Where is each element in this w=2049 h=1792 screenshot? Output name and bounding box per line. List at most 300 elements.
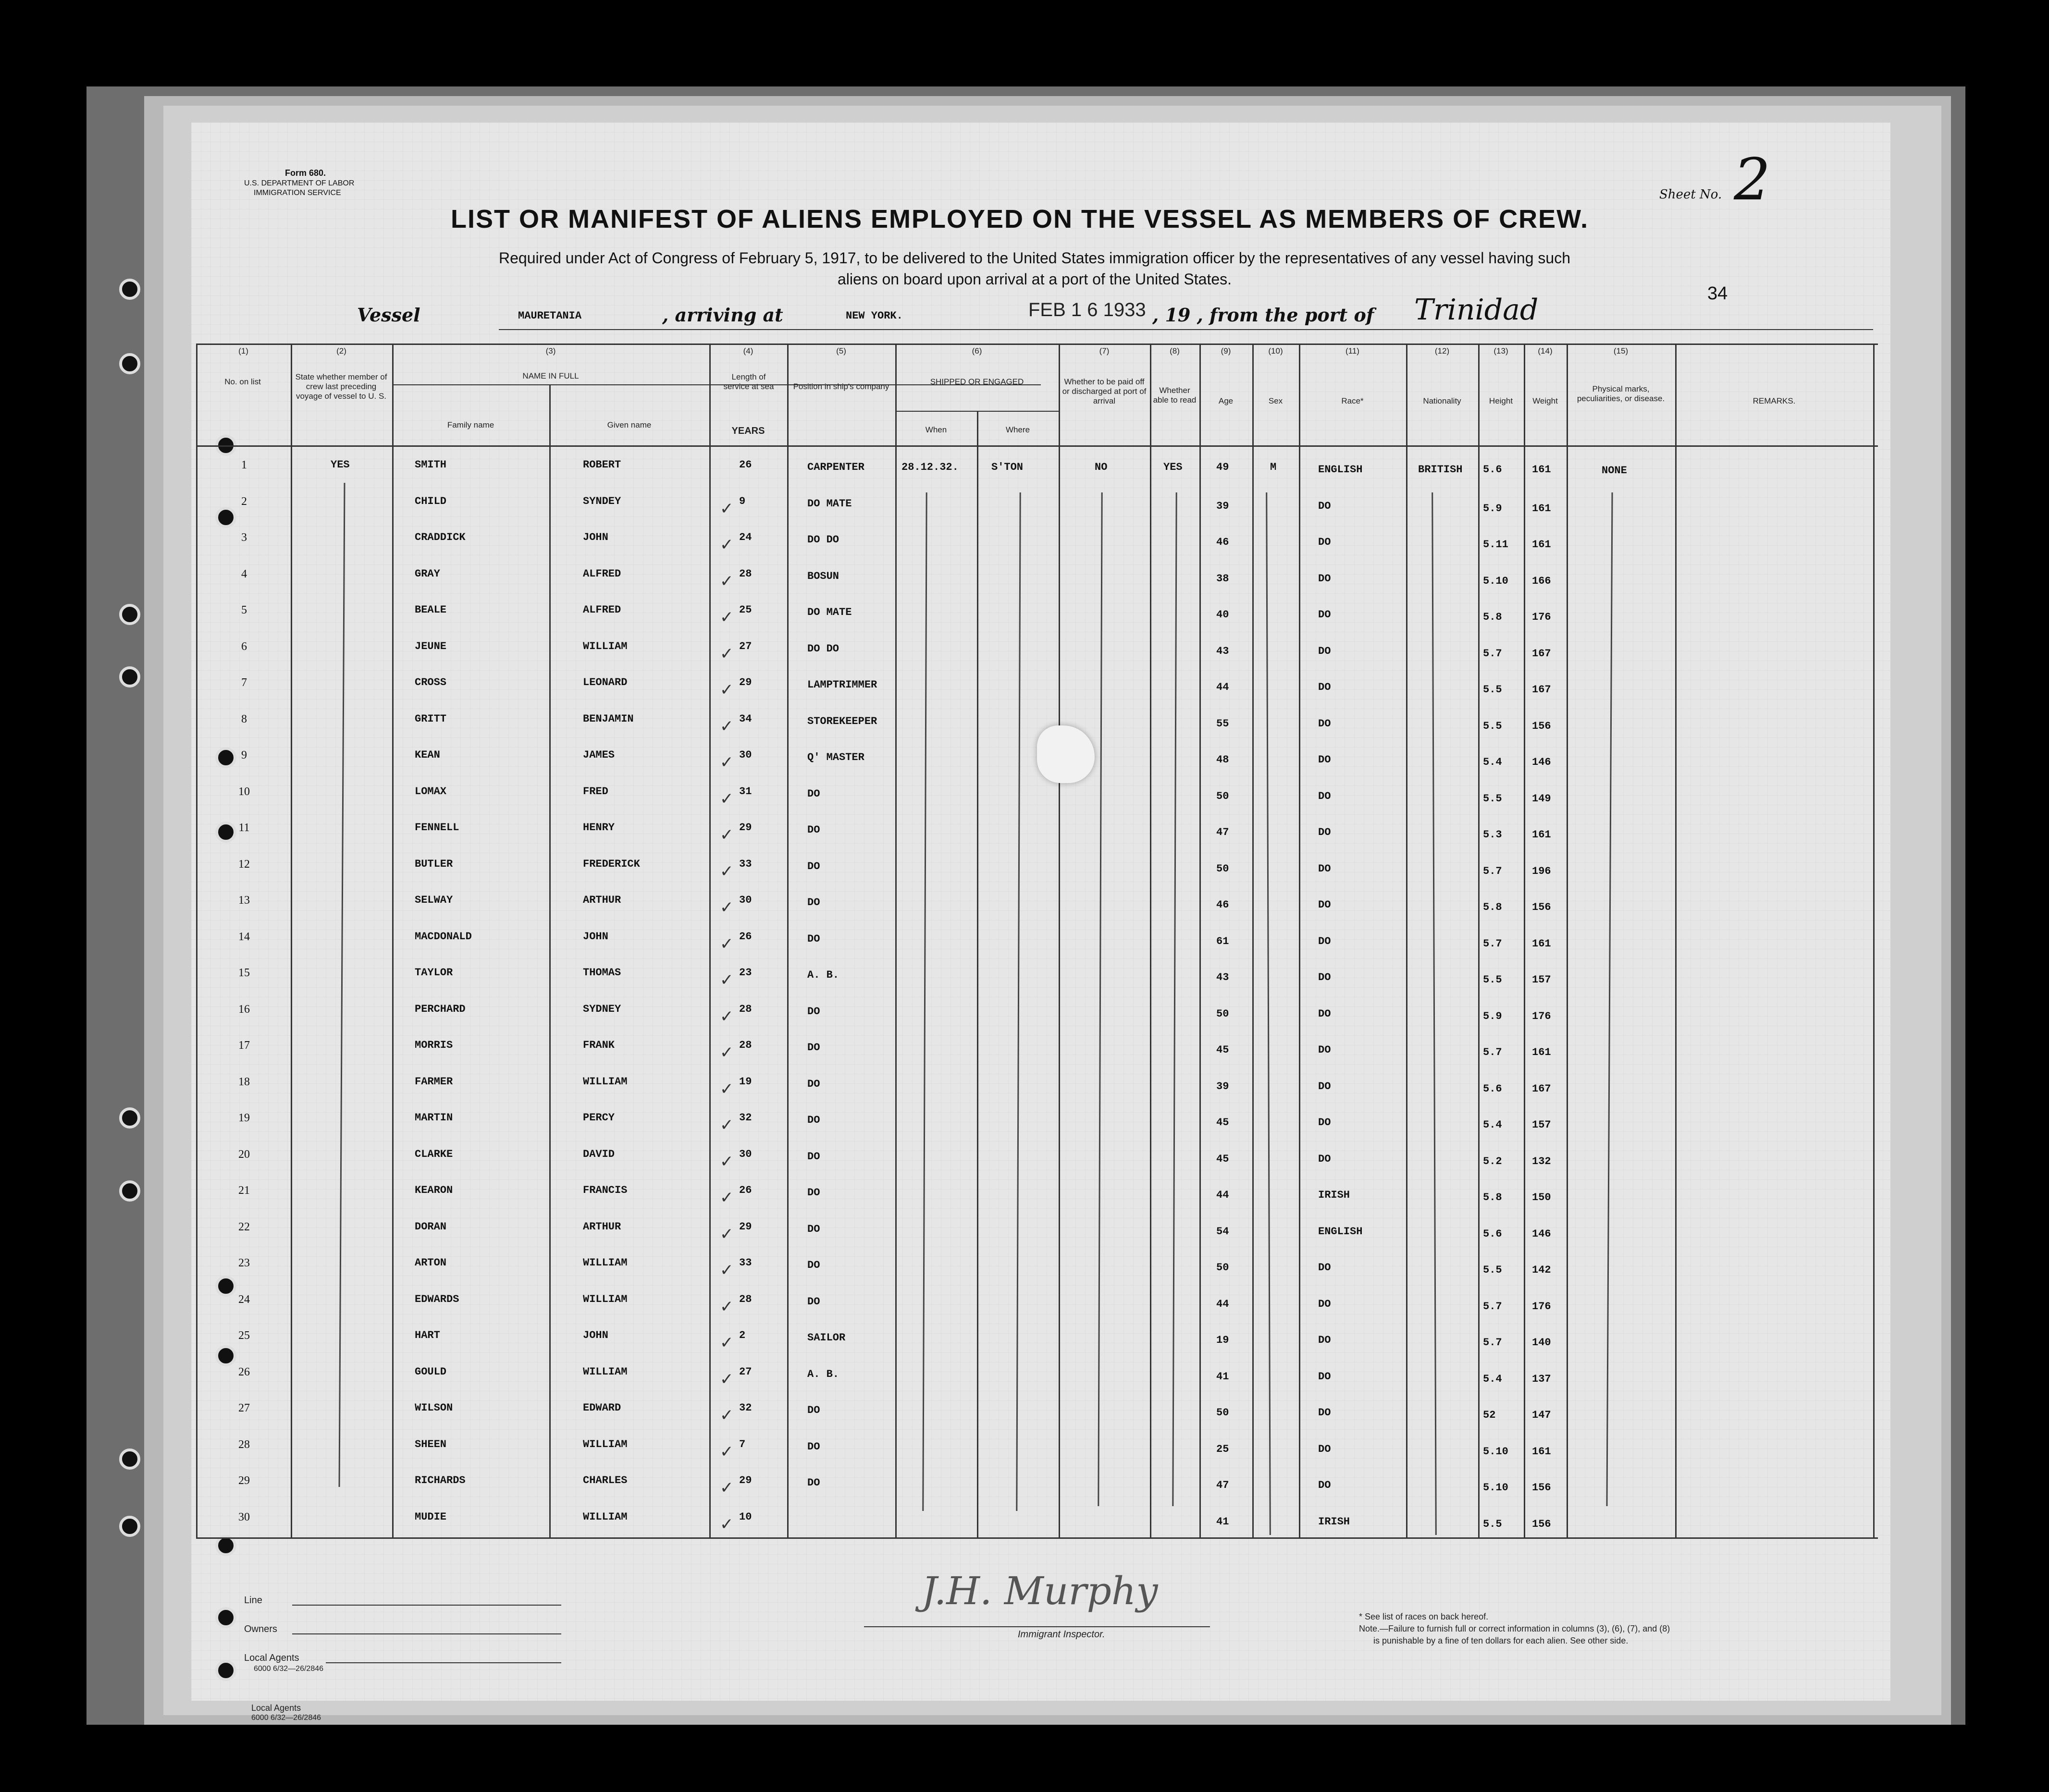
family-name: ARTON bbox=[415, 1257, 447, 1269]
punch-hole bbox=[119, 279, 140, 300]
position-value: SAILOR bbox=[807, 1332, 846, 1344]
age-value: 50 bbox=[1216, 1262, 1229, 1274]
hdr-length-service: Length of service at sea bbox=[723, 372, 774, 391]
hdr-able-read: Whether able to read bbox=[1153, 386, 1197, 405]
check-mark-icon: ✓ bbox=[720, 680, 734, 700]
height-value: 5.8 bbox=[1483, 1191, 1502, 1203]
height-value: 5.9 bbox=[1483, 1010, 1502, 1022]
table-row bbox=[191, 1511, 1873, 1547]
punch-hole bbox=[119, 353, 140, 374]
family-name: WILSON bbox=[415, 1402, 453, 1414]
given-name: FREDERICK bbox=[583, 858, 640, 870]
col-num-2: (2) bbox=[336, 346, 346, 356]
manifest-sheet bbox=[191, 123, 1890, 1722]
race-value: DO bbox=[1318, 1044, 1331, 1056]
hdr-remarks: REMARKS. bbox=[1753, 396, 1796, 405]
punch-hole bbox=[119, 1516, 140, 1537]
table-row bbox=[191, 931, 1873, 966]
position-value: DO DO bbox=[807, 642, 839, 655]
table-row bbox=[191, 786, 1873, 821]
position-value: DO bbox=[807, 1042, 820, 1054]
position-value: DO bbox=[807, 787, 820, 800]
height-value: 5.5 bbox=[1483, 1518, 1502, 1530]
age-value: 45 bbox=[1216, 1044, 1229, 1056]
hdr-given-name: Given name bbox=[607, 420, 652, 430]
from-port: Trinidad bbox=[1414, 293, 1539, 327]
check-mark-icon: ✓ bbox=[720, 753, 734, 772]
age-value: 40 bbox=[1216, 609, 1229, 621]
check-mark-icon: ✓ bbox=[720, 499, 734, 518]
weight-value: 146 bbox=[1532, 756, 1551, 768]
given-name: WILLIAM bbox=[583, 1257, 628, 1269]
row-number: 25 bbox=[238, 1329, 250, 1342]
sex-value: M bbox=[1270, 461, 1277, 473]
row-number: 9 bbox=[241, 749, 247, 761]
position-value: DO bbox=[807, 1404, 820, 1416]
weight-value: 167 bbox=[1532, 684, 1551, 696]
length-value: 30 bbox=[739, 749, 752, 761]
col-num-9: (9) bbox=[1221, 346, 1231, 356]
age-value: 46 bbox=[1216, 536, 1229, 548]
shipped-where: S'TON bbox=[991, 461, 1024, 473]
weight-value: 161 bbox=[1532, 829, 1551, 841]
vessel-underline bbox=[499, 329, 1873, 330]
race-value: DO bbox=[1318, 790, 1331, 802]
hdr-when: When bbox=[925, 425, 947, 434]
height-value: 5.8 bbox=[1483, 901, 1502, 913]
family-name: SHEEN bbox=[415, 1438, 447, 1450]
table-row bbox=[191, 1474, 1873, 1510]
age-value: 41 bbox=[1216, 1515, 1229, 1528]
weight-value: 166 bbox=[1532, 575, 1551, 587]
weight-value: 161 bbox=[1532, 539, 1551, 551]
height-value: 52 bbox=[1483, 1409, 1496, 1421]
given-name: ALFRED bbox=[583, 604, 621, 616]
race-value: ENGLISH bbox=[1318, 1225, 1363, 1238]
height-value: 5.3 bbox=[1483, 829, 1502, 841]
given-name: FRANK bbox=[583, 1039, 615, 1051]
height-value: 5.7 bbox=[1483, 865, 1502, 877]
age-value: 39 bbox=[1216, 1080, 1229, 1092]
length-value: 33 bbox=[739, 858, 752, 870]
length-value: 25 bbox=[739, 604, 752, 616]
row-number: 28 bbox=[238, 1438, 250, 1451]
row-number: 15 bbox=[238, 967, 250, 979]
weight-value: 156 bbox=[1532, 1518, 1551, 1530]
height-value: 5.10 bbox=[1483, 1482, 1508, 1494]
row-number: 5 bbox=[241, 604, 247, 616]
given-name: WILLIAM bbox=[583, 1075, 628, 1088]
check-mark-icon: ✓ bbox=[720, 1152, 734, 1171]
race-value: ENGLISH bbox=[1318, 464, 1363, 476]
race-value: DO bbox=[1318, 971, 1331, 983]
height-value: 5.10 bbox=[1483, 1445, 1508, 1458]
age-value: 50 bbox=[1216, 790, 1229, 802]
punch-hole bbox=[119, 666, 140, 687]
row-number: 13 bbox=[238, 894, 250, 907]
shipped-when: 28.12.32. bbox=[901, 461, 959, 473]
race-value: DO bbox=[1318, 1443, 1331, 1455]
row-number: 17 bbox=[238, 1039, 250, 1052]
col-num-15: (15) bbox=[1613, 346, 1629, 356]
length-value: 28 bbox=[739, 567, 752, 580]
age-value: 45 bbox=[1216, 1117, 1229, 1129]
family-name: SELWAY bbox=[415, 894, 453, 906]
table-row bbox=[191, 858, 1873, 894]
given-name: EDWARD bbox=[583, 1402, 621, 1414]
table-row bbox=[191, 894, 1873, 930]
position-value: DO bbox=[807, 1259, 820, 1271]
position-value: LAMPTRIMMER bbox=[807, 679, 877, 691]
state-value: YES bbox=[331, 459, 350, 471]
row-number: 4 bbox=[241, 567, 247, 580]
height-value: 5.7 bbox=[1483, 1300, 1502, 1313]
check-mark-icon: ✓ bbox=[720, 1079, 734, 1099]
age-value: 48 bbox=[1216, 754, 1229, 766]
check-mark-icon: ✓ bbox=[720, 825, 734, 845]
position-value: DO bbox=[807, 1078, 820, 1090]
row-number: 20 bbox=[238, 1148, 250, 1161]
given-name: ROBERT bbox=[583, 459, 621, 471]
weight-value: 150 bbox=[1532, 1191, 1551, 1203]
weight-value: 176 bbox=[1532, 611, 1551, 623]
check-mark-icon: ✓ bbox=[720, 1188, 734, 1207]
race-value: DO bbox=[1318, 1370, 1331, 1383]
sheet-label: Sheet No. bbox=[1659, 187, 1722, 202]
row-number: 3 bbox=[241, 531, 247, 544]
height-value: 5.6 bbox=[1483, 1082, 1502, 1095]
position-value: DO MATE bbox=[807, 497, 852, 510]
row-number: 10 bbox=[238, 785, 250, 798]
col-num-13: (13) bbox=[1494, 346, 1508, 356]
footer-print-code: 6000 6/32—26/2846 bbox=[254, 1665, 324, 1673]
table-row bbox=[191, 531, 1873, 567]
year-from-label: , 19 , from the port of bbox=[1152, 304, 1374, 326]
punch-hole bbox=[215, 1607, 236, 1628]
family-name: CRADDICK bbox=[415, 531, 466, 543]
table-row bbox=[191, 1329, 1873, 1365]
age-value: 44 bbox=[1216, 1189, 1229, 1201]
race-value: DO bbox=[1318, 935, 1331, 947]
table-row bbox=[191, 1003, 1873, 1039]
punch-hole bbox=[119, 604, 140, 625]
race-value: DO bbox=[1318, 862, 1331, 875]
check-mark-icon: ✓ bbox=[720, 1224, 734, 1244]
check-mark-icon: ✓ bbox=[720, 644, 734, 663]
family-name: JEUNE bbox=[415, 640, 447, 652]
check-mark-icon: ✓ bbox=[720, 934, 734, 954]
position-value: DO bbox=[807, 1440, 820, 1453]
given-name: HENRY bbox=[583, 822, 615, 834]
race-value: IRISH bbox=[1318, 1515, 1350, 1528]
length-value: 29 bbox=[739, 676, 752, 688]
check-mark-icon: ✓ bbox=[720, 1297, 734, 1316]
header-bottom-border bbox=[196, 445, 1878, 447]
table-row bbox=[191, 1221, 1873, 1256]
length-value: 28 bbox=[739, 1003, 752, 1015]
department-label: U.S. DEPARTMENT OF LABOR bbox=[244, 179, 355, 187]
length-value: 26 bbox=[739, 930, 752, 943]
footnote-fine: is punishable by a fine of ten dollars for each alien. See other side. bbox=[1373, 1636, 1629, 1645]
given-name: SYNDEY bbox=[583, 495, 621, 507]
height-value: 5.9 bbox=[1483, 502, 1502, 515]
table-row bbox=[191, 1293, 1873, 1329]
age-value: 19 bbox=[1216, 1334, 1229, 1346]
table-row bbox=[191, 676, 1873, 712]
row-number: 1 bbox=[241, 459, 247, 471]
height-value: 5.7 bbox=[1483, 1337, 1502, 1349]
subtitle-line-2: aliens on board upon arrival at a port of the United States. bbox=[837, 270, 1232, 288]
position-value: DO bbox=[807, 1295, 820, 1308]
age-value: 50 bbox=[1216, 1007, 1229, 1020]
race-value: DO bbox=[1318, 1080, 1331, 1092]
check-mark-icon: ✓ bbox=[720, 789, 734, 809]
weight-value: 167 bbox=[1532, 647, 1551, 660]
given-name: FRANCIS bbox=[583, 1184, 628, 1196]
race-value: DO bbox=[1318, 1479, 1331, 1491]
table-top-border bbox=[196, 344, 1878, 345]
age-value: 39 bbox=[1216, 500, 1229, 512]
col-num-1: (1) bbox=[238, 346, 248, 356]
punch-hole bbox=[119, 1180, 140, 1202]
check-mark-icon: ✓ bbox=[720, 716, 734, 736]
table-row bbox=[191, 967, 1873, 1002]
family-name: HART bbox=[415, 1329, 440, 1341]
footnote-races: * See list of races on back hereof. bbox=[1359, 1612, 1489, 1621]
position-value: DO bbox=[807, 1477, 820, 1489]
row-number: 21 bbox=[238, 1184, 250, 1197]
check-mark-icon: ✓ bbox=[720, 535, 734, 554]
given-name: PERCY bbox=[583, 1112, 615, 1124]
length-value: 28 bbox=[739, 1293, 752, 1305]
family-name: CHILD bbox=[415, 495, 447, 507]
given-name: DAVID bbox=[583, 1148, 615, 1160]
height-value: 5.5 bbox=[1483, 792, 1502, 805]
age-value: 55 bbox=[1216, 717, 1229, 730]
check-mark-icon: ✓ bbox=[720, 1369, 734, 1389]
family-name: TAYLOR bbox=[415, 967, 453, 979]
given-name: ARTHUR bbox=[583, 1220, 621, 1233]
given-name: THOMAS bbox=[583, 967, 621, 979]
height-value: 5.4 bbox=[1483, 1119, 1502, 1131]
position-value: CARPENTER bbox=[807, 461, 864, 473]
table-row bbox=[191, 713, 1873, 749]
family-name: MARTIN bbox=[415, 1112, 453, 1124]
sheet-number: 2 bbox=[1734, 147, 1771, 213]
height-value: 5.4 bbox=[1483, 1373, 1502, 1385]
row-number: 8 bbox=[241, 712, 247, 725]
table-row bbox=[191, 1076, 1873, 1111]
height-value: 5.11 bbox=[1483, 539, 1508, 551]
age-value: 50 bbox=[1216, 1407, 1229, 1419]
given-name: ARTHUR bbox=[583, 894, 621, 906]
row-number: 24 bbox=[238, 1293, 250, 1306]
family-name: PERCHARD bbox=[415, 1003, 466, 1015]
row-number: 7 bbox=[241, 676, 247, 689]
race-value: DO bbox=[1318, 1153, 1331, 1165]
footer-local-agents-label-2: Local Agents bbox=[251, 1703, 301, 1713]
length-value: 9 bbox=[739, 495, 746, 507]
length-value: 34 bbox=[739, 712, 752, 725]
length-value: 33 bbox=[739, 1257, 752, 1269]
position-value: DO bbox=[807, 1187, 820, 1199]
row-number: 26 bbox=[238, 1365, 250, 1378]
form-number: Form 680. bbox=[285, 168, 326, 178]
row-number: 30 bbox=[238, 1510, 250, 1523]
height-value: 5.5 bbox=[1483, 1264, 1502, 1276]
vessel-label: Vessel bbox=[357, 304, 420, 326]
family-name: BUTLER bbox=[415, 858, 453, 870]
weight-value: 161 bbox=[1532, 502, 1551, 515]
age-value: 50 bbox=[1216, 862, 1229, 875]
given-name: JOHN bbox=[583, 1329, 608, 1341]
race-value: DO bbox=[1318, 645, 1331, 657]
hdr-position: Position in ship's company bbox=[793, 382, 889, 391]
hdr-sex: Sex bbox=[1268, 396, 1283, 405]
age-value: 41 bbox=[1216, 1370, 1229, 1383]
check-mark-icon: ✓ bbox=[720, 1043, 734, 1062]
race-value: IRISH bbox=[1318, 1189, 1350, 1201]
position-value: DO MATE bbox=[807, 606, 852, 618]
check-mark-icon: ✓ bbox=[720, 1442, 734, 1461]
race-value: DO bbox=[1318, 1298, 1331, 1310]
weight-value: 132 bbox=[1532, 1155, 1551, 1167]
family-name: BEALE bbox=[415, 604, 447, 616]
table-row bbox=[191, 822, 1873, 857]
length-value: 26 bbox=[739, 459, 752, 471]
table-row bbox=[191, 1148, 1873, 1184]
given-name: JOHN bbox=[583, 531, 608, 543]
age-value: 47 bbox=[1216, 826, 1229, 838]
family-name: KEAN bbox=[415, 749, 440, 761]
check-mark-icon: ✓ bbox=[720, 861, 734, 881]
age-value: 47 bbox=[1216, 1479, 1229, 1491]
length-value: 23 bbox=[739, 967, 752, 979]
weight-value: 142 bbox=[1532, 1264, 1551, 1276]
col-num-14: (14) bbox=[1538, 346, 1553, 356]
col-num-3: (3) bbox=[545, 346, 556, 356]
position-value: DO bbox=[807, 860, 820, 872]
check-mark-icon: ✓ bbox=[720, 1116, 734, 1135]
age-value: 46 bbox=[1216, 899, 1229, 911]
weight-value: 140 bbox=[1532, 1337, 1551, 1349]
age-value: 44 bbox=[1216, 681, 1229, 693]
length-value: 31 bbox=[739, 785, 752, 798]
position-value: A. B. bbox=[807, 969, 839, 981]
check-mark-icon: ✓ bbox=[720, 1006, 734, 1026]
date-stamp: FEB 1 6 1933 bbox=[1028, 299, 1146, 320]
manifest-title: LIST OR MANIFEST OF ALIENS EMPLOYED ON THE VESSEL AS MEMBERS OF CREW. bbox=[451, 205, 1589, 233]
length-value: 32 bbox=[739, 1112, 752, 1124]
table-row bbox=[191, 495, 1873, 531]
table-row bbox=[191, 1257, 1873, 1292]
col-num-4: (4) bbox=[743, 346, 753, 356]
col-num-5: (5) bbox=[836, 346, 846, 356]
row-number: 11 bbox=[238, 822, 250, 834]
table-row bbox=[191, 749, 1873, 785]
given-name: WILLIAM bbox=[583, 1438, 628, 1450]
position-value: DO bbox=[807, 1005, 820, 1018]
position-value: STOREKEEPER bbox=[807, 715, 877, 727]
signature-rule bbox=[864, 1626, 1210, 1627]
punch-hole bbox=[119, 1107, 140, 1129]
check-mark-icon: ✓ bbox=[720, 1514, 734, 1534]
row-number: 23 bbox=[238, 1257, 250, 1269]
vessel-name: MAURETANIA bbox=[518, 310, 582, 322]
height-value: 5.5 bbox=[1483, 974, 1502, 986]
length-value: 26 bbox=[739, 1184, 752, 1196]
position-value: A. B. bbox=[807, 1368, 839, 1380]
footer-print-code-2: 6000 6/32—26/2846 bbox=[251, 1714, 321, 1722]
family-name: RICHARDS bbox=[415, 1474, 466, 1486]
length-value: 30 bbox=[739, 1148, 752, 1160]
age-value: 43 bbox=[1216, 971, 1229, 983]
weight-value: 156 bbox=[1532, 720, 1551, 732]
hdr-weight: Weight bbox=[1532, 396, 1558, 405]
hdr-name-in-full: NAME IN FULL bbox=[522, 371, 579, 380]
family-name: KEARON bbox=[415, 1184, 453, 1196]
family-name: FARMER bbox=[415, 1075, 453, 1088]
hdr-paid-off: Whether to be paid off or discharged at port of arrival bbox=[1062, 377, 1147, 405]
age-value: 61 bbox=[1216, 935, 1229, 947]
height-value: 5.6 bbox=[1483, 1227, 1502, 1240]
age-value: 54 bbox=[1216, 1225, 1229, 1238]
hdr-physical: Physical marks, peculiarities, or disease. bbox=[1577, 384, 1665, 403]
height-value: 5.8 bbox=[1483, 611, 1502, 623]
hdr-nationality: Nationality bbox=[1423, 396, 1461, 405]
given-name: CHARLES bbox=[583, 1474, 628, 1486]
hdr-race: Race* bbox=[1341, 396, 1364, 405]
race-value: DO bbox=[1318, 1262, 1331, 1274]
given-name: WILLIAM bbox=[583, 1510, 628, 1523]
family-name: CLARKE bbox=[415, 1148, 453, 1160]
given-name: SYDNEY bbox=[583, 1003, 621, 1015]
subtitle-line-1: Required under Act of Congress of February 5, 1917, to be delivered to the United States immigration officer by the representatives of any vessel having such bbox=[499, 249, 1570, 267]
weight-value: 196 bbox=[1532, 865, 1551, 877]
family-name: MORRIS bbox=[415, 1039, 453, 1051]
weight-value: 147 bbox=[1532, 1409, 1551, 1421]
race-value: DO bbox=[1318, 754, 1331, 766]
race-value: DO bbox=[1318, 717, 1331, 730]
row-number: 22 bbox=[238, 1220, 250, 1233]
able-read-value: YES bbox=[1163, 461, 1183, 473]
length-value: 19 bbox=[739, 1075, 752, 1088]
footer-line-label: Line bbox=[244, 1595, 262, 1606]
given-name: WILLIAM bbox=[583, 1293, 628, 1305]
race-value: DO bbox=[1318, 1117, 1331, 1129]
family-name: LOMAX bbox=[415, 785, 447, 798]
row-number: 19 bbox=[238, 1112, 250, 1124]
row-number: 18 bbox=[238, 1075, 250, 1088]
position-value: DO bbox=[807, 1114, 820, 1126]
family-name: GOULD bbox=[415, 1365, 447, 1378]
table-row bbox=[191, 1039, 1873, 1075]
table-row bbox=[191, 640, 1873, 676]
weight-value: 156 bbox=[1532, 901, 1551, 913]
given-name: LEONARD bbox=[583, 676, 628, 688]
weight-value: 176 bbox=[1532, 1300, 1551, 1313]
weight-value: 161 bbox=[1532, 937, 1551, 950]
height-value: 5.2 bbox=[1483, 1155, 1502, 1167]
age-value: 38 bbox=[1216, 572, 1229, 585]
weight-value: 176 bbox=[1532, 1010, 1551, 1022]
length-value: 27 bbox=[739, 640, 752, 652]
height-value: 5.6 bbox=[1483, 464, 1502, 476]
given-name: WILLIAM bbox=[583, 640, 628, 652]
hdr-height: Height bbox=[1489, 396, 1513, 405]
col-num-10: (10) bbox=[1268, 346, 1283, 356]
service-label: IMMIGRATION SERVICE bbox=[254, 189, 341, 197]
